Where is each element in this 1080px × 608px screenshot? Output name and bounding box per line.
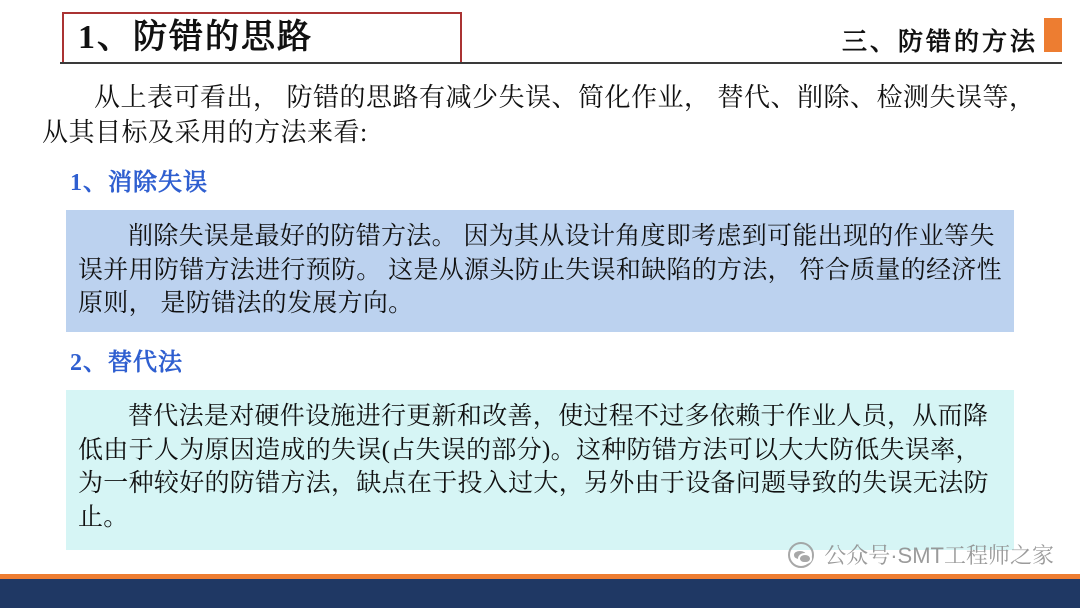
intro-paragraph: 从上表可看出， 防错的思路有减少失误、简化作业， 替代、削除、检测失误等， 从其目标及采用的方法来看: — [42, 83, 1036, 148]
footer-stripe — [0, 574, 1080, 579]
page-title-box — [62, 12, 462, 64]
watermark-text: 公众号·SMT工程师之家 — [824, 543, 1054, 568]
section-label: 三、防错的方法 — [841, 29, 1038, 56]
paragraph-box-1: 削除失误是最好的防错方法。 因为其从设计角度即考虑到可能出现的作业等失误并用防错方法进行预防。 这是从源头防止失误和缺陷的方法， 符合质量的经济性原则， 是防错法的发展方向。 — [66, 210, 1014, 332]
watermark — [788, 539, 1054, 570]
footer-bar — [0, 574, 1080, 608]
page-title: 1、防错的思路 — [78, 19, 313, 56]
subheading-1: 1、消除失误 — [70, 170, 208, 196]
accent-block-icon — [1044, 18, 1062, 52]
wechat-icon — [788, 542, 814, 568]
paragraph-box-2: 替代法是对硬件设施进行更新和改善，使过程不过多依赖于作业人员，从而降低由于人为原因造成的失误(占失误的部分)。这种防错方法可以大大防低失误率，为一种较好的防错方法，缺点在于投入过大，另外由于设备问题导致的失误无法防止。 — [66, 390, 1014, 550]
subheading-2: 2、替代法 — [70, 350, 183, 376]
header-divider — [60, 62, 1062, 64]
